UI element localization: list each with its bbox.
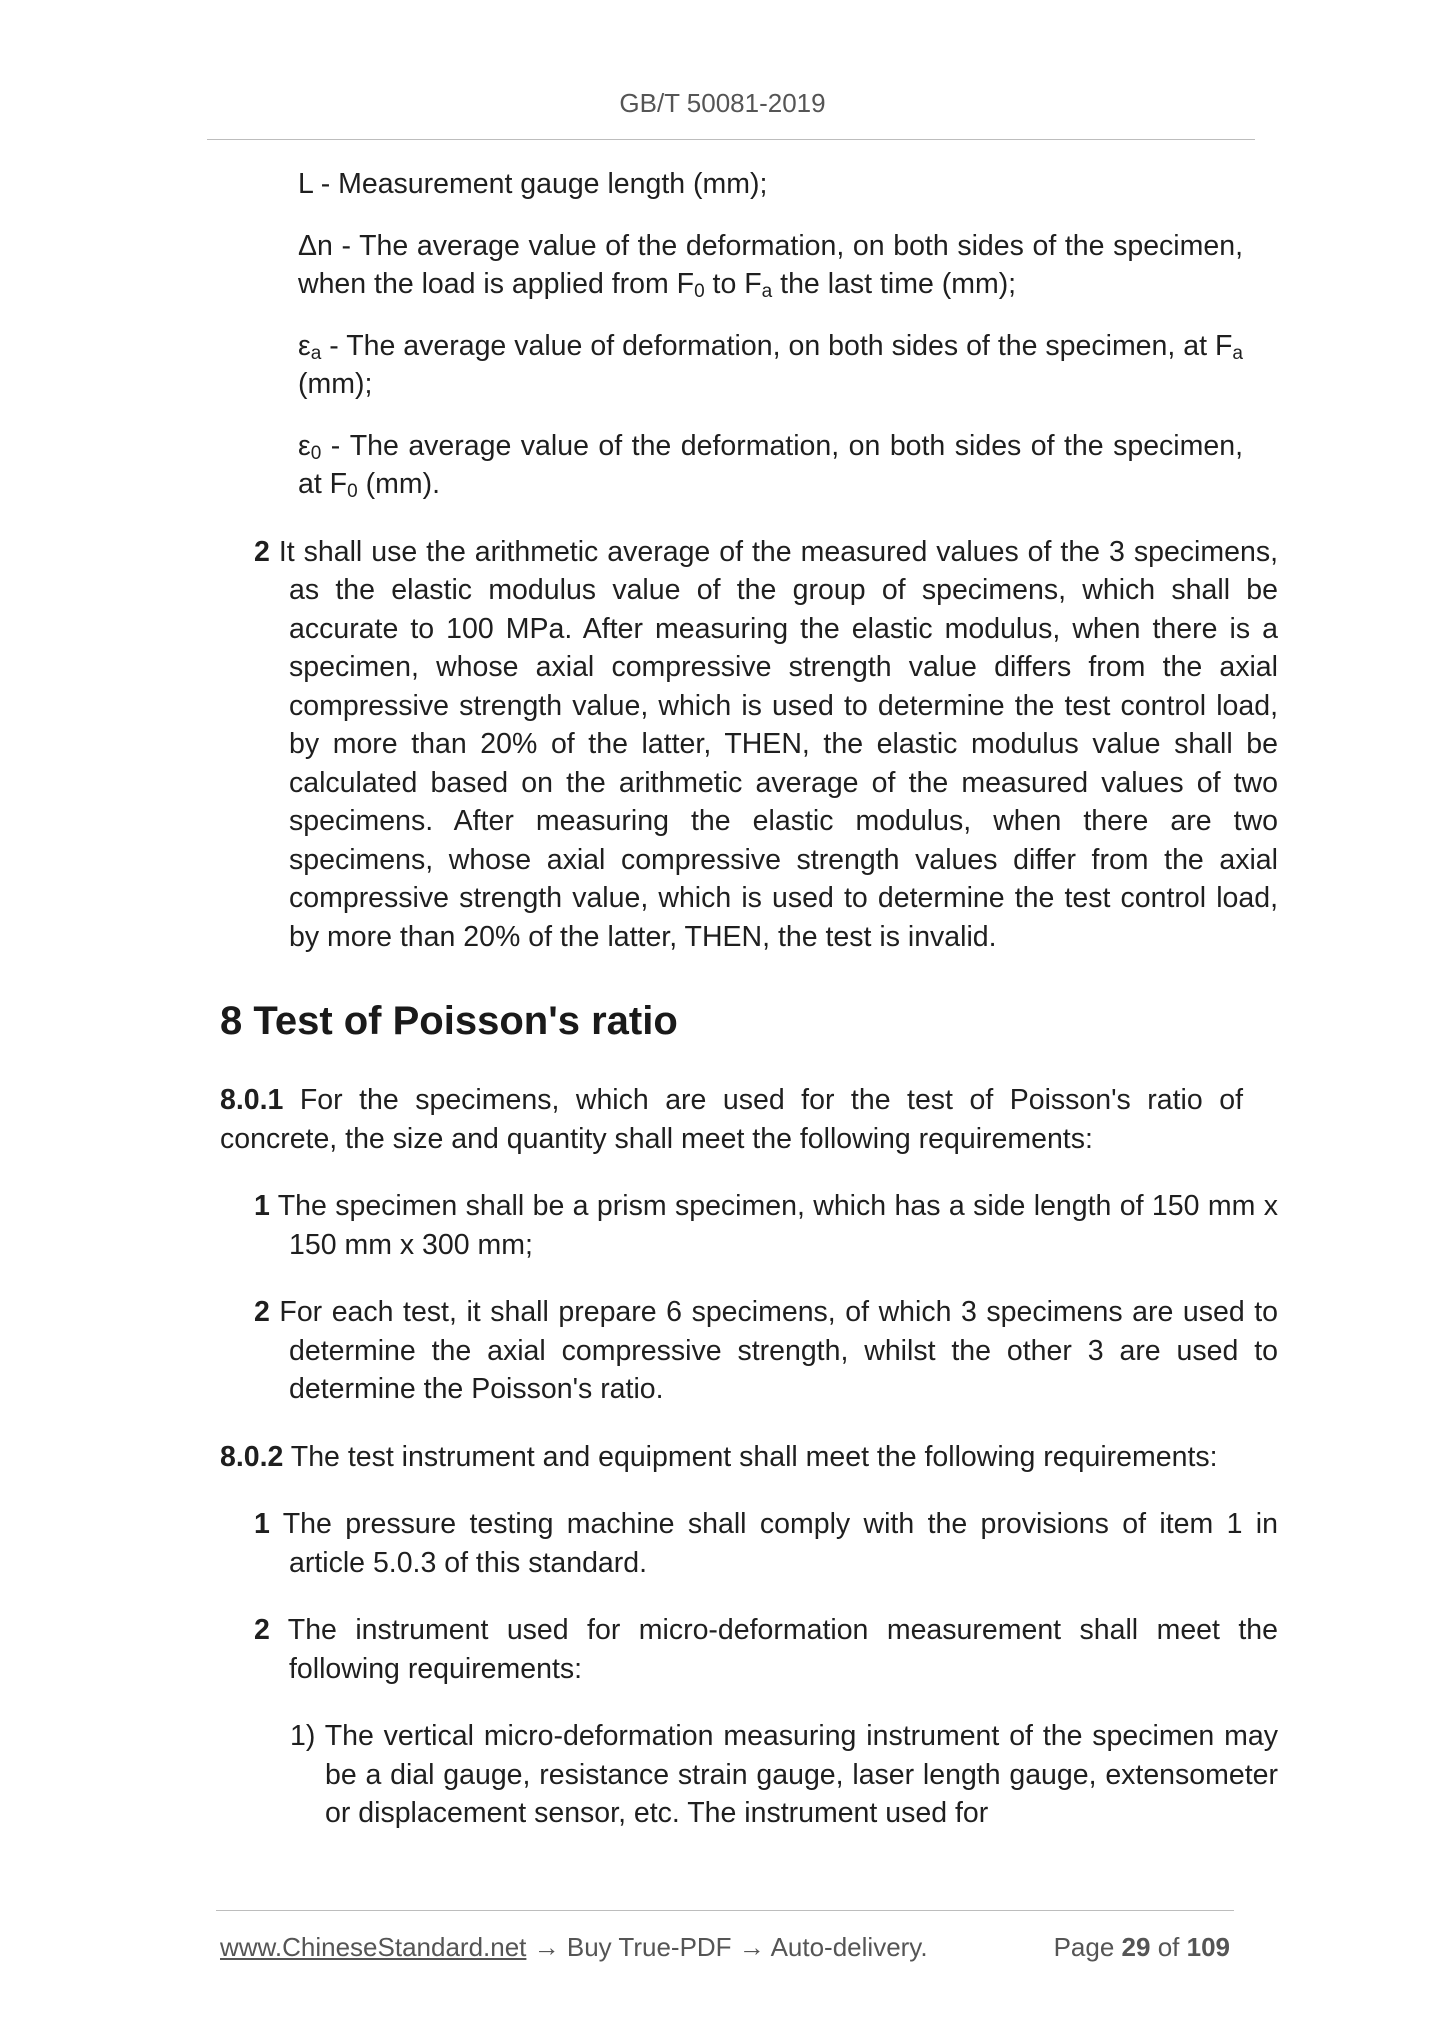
item-text: For each test, it shall prepare 6 specimens, of which 3 specimens are used to determine the axial compressive strength, whilst the other 3 are used to determine the Poisson's ratio. xyxy=(269,1296,1278,1405)
definition-text: - The average value of the deformation, on both sides of the specimen, at F xyxy=(298,429,1243,500)
definition-epsilon-0 xyxy=(298,427,1243,504)
definition-text: (mm); xyxy=(298,368,373,400)
definition-text: Δn - The average value of the deformation, on both sides of the specimen, when the load is applied from F xyxy=(298,229,1243,300)
item-number: 2 xyxy=(254,535,270,568)
item-number: 2 xyxy=(254,1296,270,1328)
subscript: a xyxy=(310,342,322,364)
item-text: The specimen shall be a prism specimen, which has a side length of 150 mm x 150 mm x 300 mm; xyxy=(269,1190,1278,1261)
sub-list-item: 1) The vertical micro-deformation measuring instrument of the specimen may be a dial gauge, resistance strain gauge, laser length gauge, extensometer or displacement sensor, etc. The instrument used for xyxy=(290,1720,1278,1829)
definition-text: the last time (mm); xyxy=(772,268,1017,300)
of-label: of xyxy=(1157,1932,1180,1962)
definition-text: to F xyxy=(704,268,762,300)
list-item xyxy=(254,1611,1278,1688)
item-text: The instrument used for micro-deformation measurement shall meet the following requirements: xyxy=(269,1614,1278,1685)
definition-L: L - Measurement gauge length (mm); xyxy=(298,168,768,200)
definition-text: (mm). xyxy=(357,468,440,500)
subscript: 0 xyxy=(310,442,322,464)
website-link[interactable]: www.ChineseStandard.net xyxy=(220,1932,527,1962)
item-number: 1 xyxy=(254,1190,270,1222)
clause-number: 8.0.2 xyxy=(220,1440,284,1473)
list-item xyxy=(254,1187,1278,1264)
list-item xyxy=(254,1293,1278,1409)
definition-text: - The average value of deformation, on both sides of the specimen, at F xyxy=(321,329,1233,362)
page-number: 29 xyxy=(1121,1932,1151,1962)
clause-number: 8.0.1 xyxy=(220,1084,284,1116)
definition-delta-n xyxy=(298,227,1243,304)
footer-tagline: → Buy True-PDF → Auto-delivery. xyxy=(526,1932,928,1962)
item-text: The pressure testing machine shall comply with the provisions of item 1 in article 5.0.3 of this standard. xyxy=(269,1508,1278,1579)
definition-text: ε xyxy=(298,329,311,362)
item-text: It shall use the arithmetic average of the measured values of the 3 specimens, as the elastic modulus value of the group of specimens, which shall be accurate to 100 MPa. After measuring the elastic modulus, when there is a specimen, whose axial compressive strength value differs from the axial compressive strength value, which is used to determine the test control load, by more than 20% of the latter, THEN, the elastic modulus value shall be calculated based on the arithmetic average of the measured values of two specimens. After measuring the elastic modulus, when there are two specimens, whose axial compressive strength values differ from the axial compressive strength value, which is used to determine the test control load, by more than 20% of the latter, THEN, the test is invalid. xyxy=(269,535,1278,953)
subscript: a xyxy=(761,281,773,302)
footer-divider xyxy=(216,1910,1234,1911)
page-label: Page xyxy=(1053,1932,1115,1962)
clause-text: For the specimens, which are used for the test of Poisson's ratio of concrete, the size and quantity shall meet the following requirements: xyxy=(220,1084,1243,1155)
header-divider xyxy=(207,139,1255,140)
list-item-elastic-modulus xyxy=(254,533,1278,957)
section-heading: 8 Test of Poisson's ratio xyxy=(220,999,678,1043)
subscript: a xyxy=(1232,342,1243,364)
page-indicator xyxy=(1054,1932,1230,1963)
subscript: 0 xyxy=(694,281,705,302)
clause-8-0-1 xyxy=(220,1081,1243,1158)
list-item xyxy=(254,1505,1278,1582)
clause-text: The test instrument and equipment shall meet the following requirements: xyxy=(283,1440,1218,1473)
definition-text: ε xyxy=(298,429,311,462)
page-footer xyxy=(220,1932,1230,1963)
clause-8-0-2 xyxy=(220,1438,1243,1477)
page-body xyxy=(0,165,1445,1833)
definition-epsilon-a xyxy=(298,327,1243,404)
item-number: 2 xyxy=(254,1614,270,1646)
page-total: 109 xyxy=(1186,1932,1230,1962)
item-number: 1 xyxy=(254,1508,270,1540)
page-header-title: GB/T 50081-2019 xyxy=(619,88,826,118)
subscript: 0 xyxy=(347,481,358,502)
